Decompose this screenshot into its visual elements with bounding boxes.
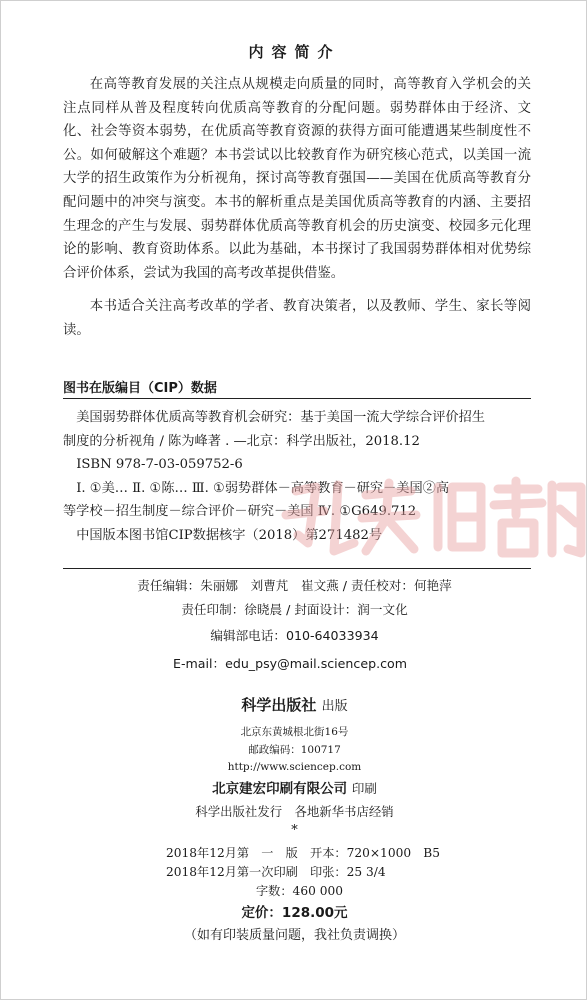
editorial-phone: 编辑部电话：010-64033934 — [210, 628, 379, 643]
publisher-line — [1, 694, 587, 715]
printer-line — [1, 777, 587, 797]
cip-line-4: Ⅰ. ①美… Ⅱ. ①陈… Ⅲ. ①弱势群体－高等教育－研究－美国②高 — [76, 480, 450, 496]
separator-star: * — [291, 823, 298, 838]
cip-line-2: 制度的分析视角 / 陈为峰著 . —北京：科学出版社，2018.12 — [63, 433, 420, 449]
printing-info: 2018年12月第一次印刷 印张：25 3/4 — [166, 865, 386, 879]
publisher-url: http://www.sciencep.com — [227, 761, 362, 773]
publisher-suffix: 出版 — [321, 699, 348, 714]
cip-top-rule — [63, 398, 531, 399]
watermark-logo — [276, 473, 586, 563]
publisher-name: 科学出版社 — [241, 696, 317, 714]
printer-name: 北京建宏印刷有限公司 — [212, 781, 348, 797]
summary-paragraph: 在高等教育发展的关注点从规模走向质量的同时，高等教育入学机会的关注点同样从普及程度转向优质高等教育的分配问题。弱势群体由于经济、文化、社会等资本弱势，在优质高等教育资源的获得方面可能遭遇某些制度性不公。如何破解这个难题？本书尝试以比较教育作为研究核心范式，以美国一流大学的招生政策作为分析视角，探讨高等教育强国——美国在优质高等教育分配问题中的冲突与演变。本书的解析重点是美国优质高等教育的内涵、主要招生理念的产生与发展、弱势群体优质高等教育机会的历史演变、校园多元化理论的影响、教育资助体系。以此为基础，本书探讨了我国弱势群体相对优势综合评价体系，尝试为我国的高考改革提供借鉴。 — [63, 77, 531, 281]
cip-line-1: 美国弱势群体优质高等教育机会研究：基于美国一流大学综合评价招生 — [76, 410, 485, 425]
cip-isbn: ISBN 978-7-03-059752-6 — [76, 457, 243, 473]
page-title: 内容简介 — [248, 43, 341, 61]
price: 定价：128.00元 — [241, 905, 348, 921]
cip-heading: 图书在版编目（CIP）数据 — [63, 381, 217, 396]
editorial-email: E-mail：edu_psy@mail.sciencep.com — [173, 656, 407, 671]
quality-note: （如有印装质量问题，我社负责调换） — [183, 928, 405, 943]
word-count: 字数：460 000 — [256, 884, 343, 898]
printer-suffix: 印刷 — [351, 781, 377, 796]
publisher-postcode: 邮政编码：100717 — [248, 744, 341, 756]
cip-bottom-rule — [63, 568, 531, 569]
audience-paragraph: 本书适合关注高考改革的学者、教育决策者，以及教师、学生、家长等阅读。 — [63, 299, 531, 338]
cip-number: 中国版本图书馆CIP数据核字（2018）第271482号 — [76, 527, 383, 543]
cip-line-5: 等学校－招生制度－综合评价－研究－美国 Ⅳ. ①G649.712 — [63, 504, 417, 520]
distribution-line: 科学出版社发行 各地新华书店经销 — [195, 804, 394, 819]
production-credits: 责任印制：徐晓晨 / 封面设计：润一文化 — [181, 602, 408, 617]
edition-info: 2018年12月第 一 版 开本：720×1000 B5 — [166, 846, 440, 860]
editor-credits: 责任编辑：朱丽娜 刘曹芃 崔文燕 / 责任校对：何艳萍 — [137, 578, 452, 593]
publisher-address: 北京东黄城根北街16号 — [240, 726, 349, 738]
